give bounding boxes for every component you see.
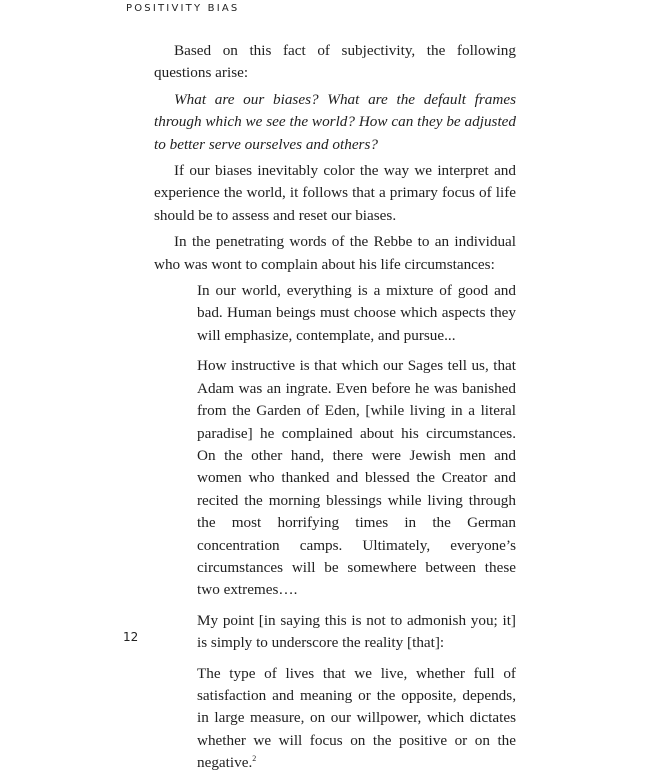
- paragraph: Based on this fact of subjectivity, the following questions arise:: [154, 42, 516, 82]
- footnote-marker: 2: [252, 754, 257, 764]
- quote-paragraph: In our world, everything is a mixture of good and bad. Human beings must choose which aspects they will emphasize, contemplate, and pursue...: [197, 282, 516, 344]
- italic-questions-paragraph: What are our biases? What are the default frames through which we see the world? How can they be adjusted to better serve ourselves and others?: [154, 90, 516, 153]
- quote-paragraph: My point [in saying this is not to admonish you; it] is simply to underscore the reality [that]:: [197, 611, 516, 652]
- block-quote: [197, 280, 516, 775]
- quote-paragraph: How instructive is that which our Sages tell us, that Adam was an ingrate. Even before he was banished from the Garden of Eden, [while living in a literal paradise] he complained about his circumstances. On the other hand, there were Jewish men and women who thanked and blessed the Creator and recited the morning blessings while living through the most horrifying times in the German concentration camps. Ultimately, everyone’s circumstances will be somewhere between these two extremes….: [197, 357, 516, 599]
- quote-final-text: The type of lives that we live, whether full of satisfaction and meaning or the opposite, depends, in large measure, on our willpower, which dictates whether we will focus on the positive or on the negative.: [197, 664, 516, 772]
- page-number: 12: [123, 630, 139, 644]
- quote-paragraph-final: [197, 663, 516, 775]
- running-head: POSITIVITY BIAS: [126, 3, 240, 14]
- paragraph: In the penetrating words of the Rebbe to an individual who was wont to complain about his life circumstances:: [154, 233, 516, 273]
- paragraph: If our biases inevitably color the way we interpret and experience the world, it follows that a primary focus of life should be to assess and reset our biases.: [154, 162, 516, 224]
- body-text: [154, 40, 516, 775]
